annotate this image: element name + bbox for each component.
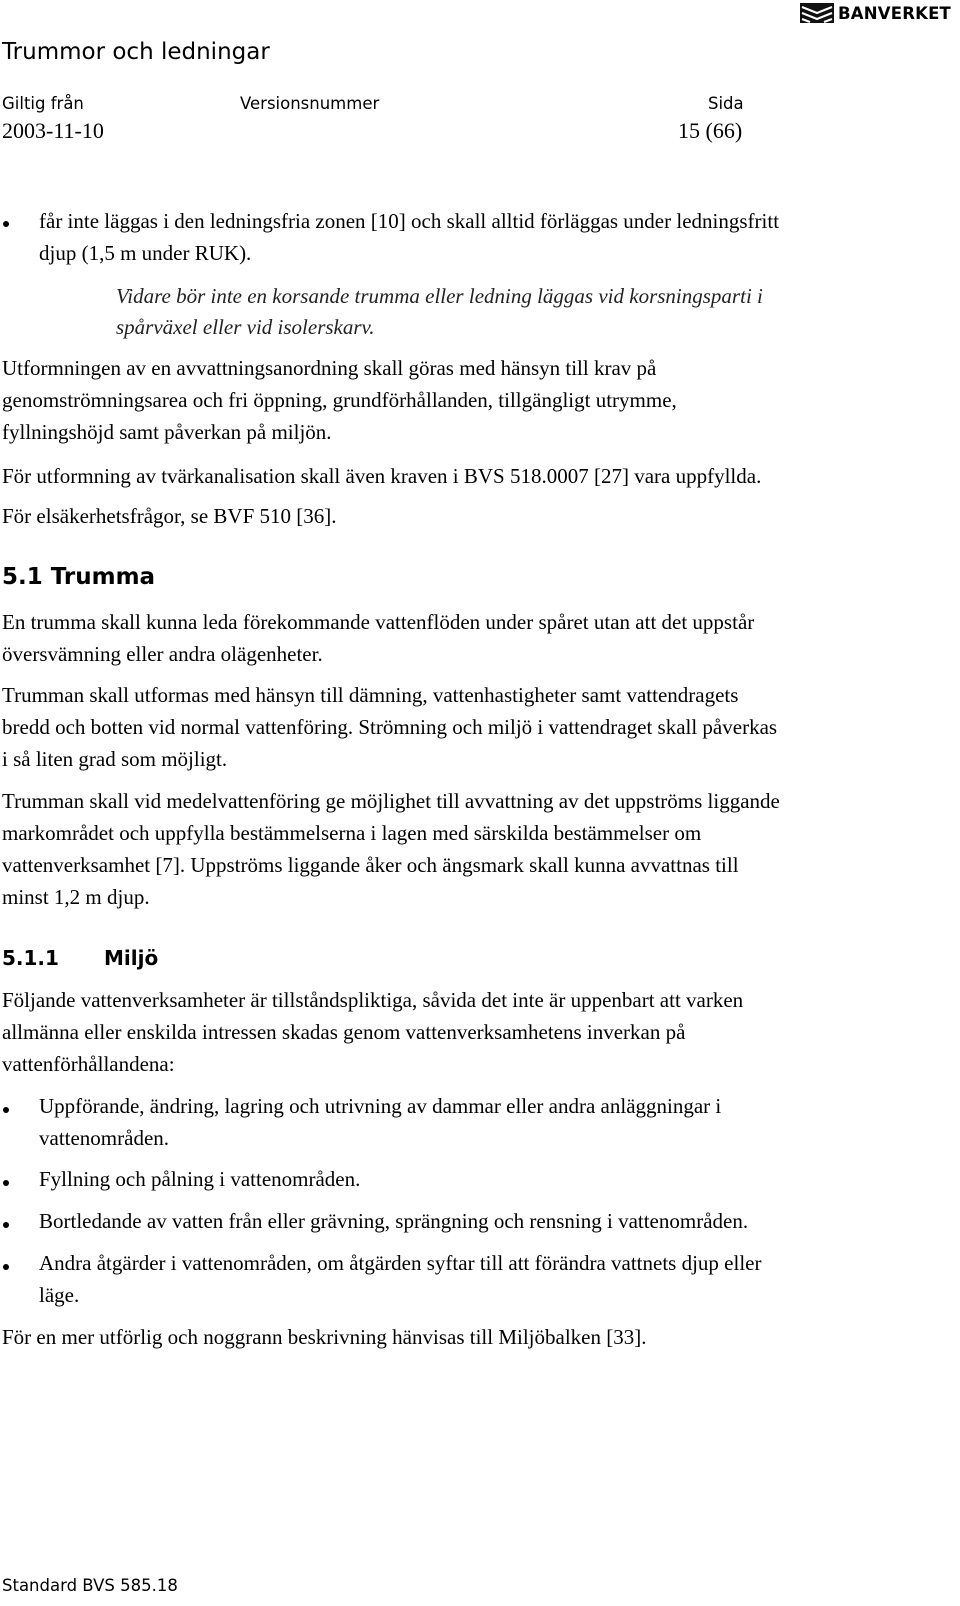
text-line: översvämning eller andra olägenheter. (2, 642, 323, 666)
text-line: En trumma skall kunna leda förekommande vattenflöden under spåret utan att det uppstår (2, 610, 755, 634)
intro-bullet (39, 205, 939, 269)
text-line: spårväxel eller vid isolerskarv. (116, 315, 375, 339)
bullet-icon (3, 1264, 9, 1270)
page-number: 15 (66) (678, 118, 743, 143)
text-line: djup (1,5 m under RUK). (39, 241, 252, 265)
footer-standard: Standard BVS 585.18 (2, 1576, 178, 1595)
text-line: För en mer utförlig och noggrann beskrivning hänvisas till Miljöbalken [33]. (2, 1325, 647, 1349)
brand-name: BANVERKET (838, 3, 952, 23)
document-title: Trummor och ledningar (2, 39, 270, 65)
section-heading: 5.1 Trumma (2, 564, 156, 590)
text-line: genomströmningsarea och fri öppning, grundförhållanden, tillgängligt utrymme, (2, 388, 677, 412)
text-line: Bortledande av vatten från eller grävning, sprängning och rensning i vattenområden. (39, 1209, 749, 1233)
paragraph (2, 679, 952, 775)
text-line: fyllningshöjd samt påverkan på miljön. (2, 420, 332, 444)
list-item (39, 1163, 939, 1195)
banverket-logo (800, 2, 951, 24)
text-line: Följande vattenverksamheter är tillståndspliktiga, såvida det inte är uppenbart att varken (2, 988, 744, 1012)
subsection-title: Miljö (104, 946, 159, 970)
text-line: Andra åtgärder i vattenområden, om åtgärden syftar till att förändra vattnets djup eller (39, 1251, 762, 1275)
text-line: i så liten grad som möjligt. (2, 747, 228, 771)
bullet-icon (3, 1180, 9, 1186)
paragraph (2, 500, 952, 532)
text-line: vattenområden. (39, 1126, 170, 1150)
text-line: Vidare bör inte en korsande trumma eller ledning läggas vid korsningsparti i (116, 284, 763, 308)
text-line: vattenförhållandena: (2, 1052, 175, 1076)
list-item (39, 1247, 939, 1311)
text-line: Uppförande, ändring, lagring och utrivning av dammar eller andra anläggningar i (39, 1094, 722, 1118)
paragraph (2, 460, 952, 492)
text-line: läge. (39, 1283, 80, 1307)
text-line: får inte läggas i den ledningsfria zonen [10] och skall alltid förläggas under ledningsfritt (39, 209, 780, 233)
valid-from-value: 2003-11-10 (2, 118, 104, 143)
subsection-number: 5.1.1 (2, 946, 59, 970)
banverket-logo-icon (800, 3, 834, 23)
italic-note (116, 281, 763, 343)
text-line: Trumman skall vid medelvattenföring ge möjlighet till avvattning av det uppströms liggande (2, 789, 780, 813)
version-label: Versionsnummer (240, 94, 380, 113)
paragraph (2, 352, 952, 448)
text-line: För utformning av tvärkanalisation skall även kraven i BVS 518.0007 [27] vara uppfyllda. (2, 464, 762, 488)
text-line: Fyllning och pålning i vattenområden. (39, 1167, 361, 1191)
text-line: allmänna eller enskilda intressen skadas genom vattenverksamhetens inverkan på (2, 1020, 686, 1044)
bullet-icon (3, 221, 9, 227)
text-line: minst 1,2 m djup. (2, 885, 150, 909)
paragraph (2, 984, 952, 1080)
page-label: Sida (708, 94, 744, 113)
paragraph (2, 785, 952, 913)
text-line: För elsäkerhetsfrågor, se BVF 510 [36]. (2, 504, 337, 528)
bullet-icon (3, 1107, 9, 1113)
text-line: bredd och botten vid normal vattenföring. Strömning och miljö i vattendraget skall påverkas (2, 715, 778, 739)
list-item (39, 1205, 939, 1237)
list-item (39, 1090, 939, 1154)
text-line: Utformningen av en avvattningsanordning skall göras med hänsyn till krav på (2, 356, 657, 380)
paragraph (2, 1321, 952, 1353)
paragraph (2, 606, 952, 670)
text-line: markområdet och uppfylla bestämmelserna i lagen med särskilda bestämmelser om (2, 821, 702, 845)
bullet-icon (3, 1222, 9, 1228)
text-line: Trumman skall utformas med hänsyn till dämning, vattenhastigheter samt vattendragets (2, 683, 739, 707)
valid-from-label: Giltig från (2, 94, 84, 113)
text-line: vattenverksamhet [7]. Uppströms liggande åker och ängsmark skall kunna avvattnas till (2, 853, 739, 877)
